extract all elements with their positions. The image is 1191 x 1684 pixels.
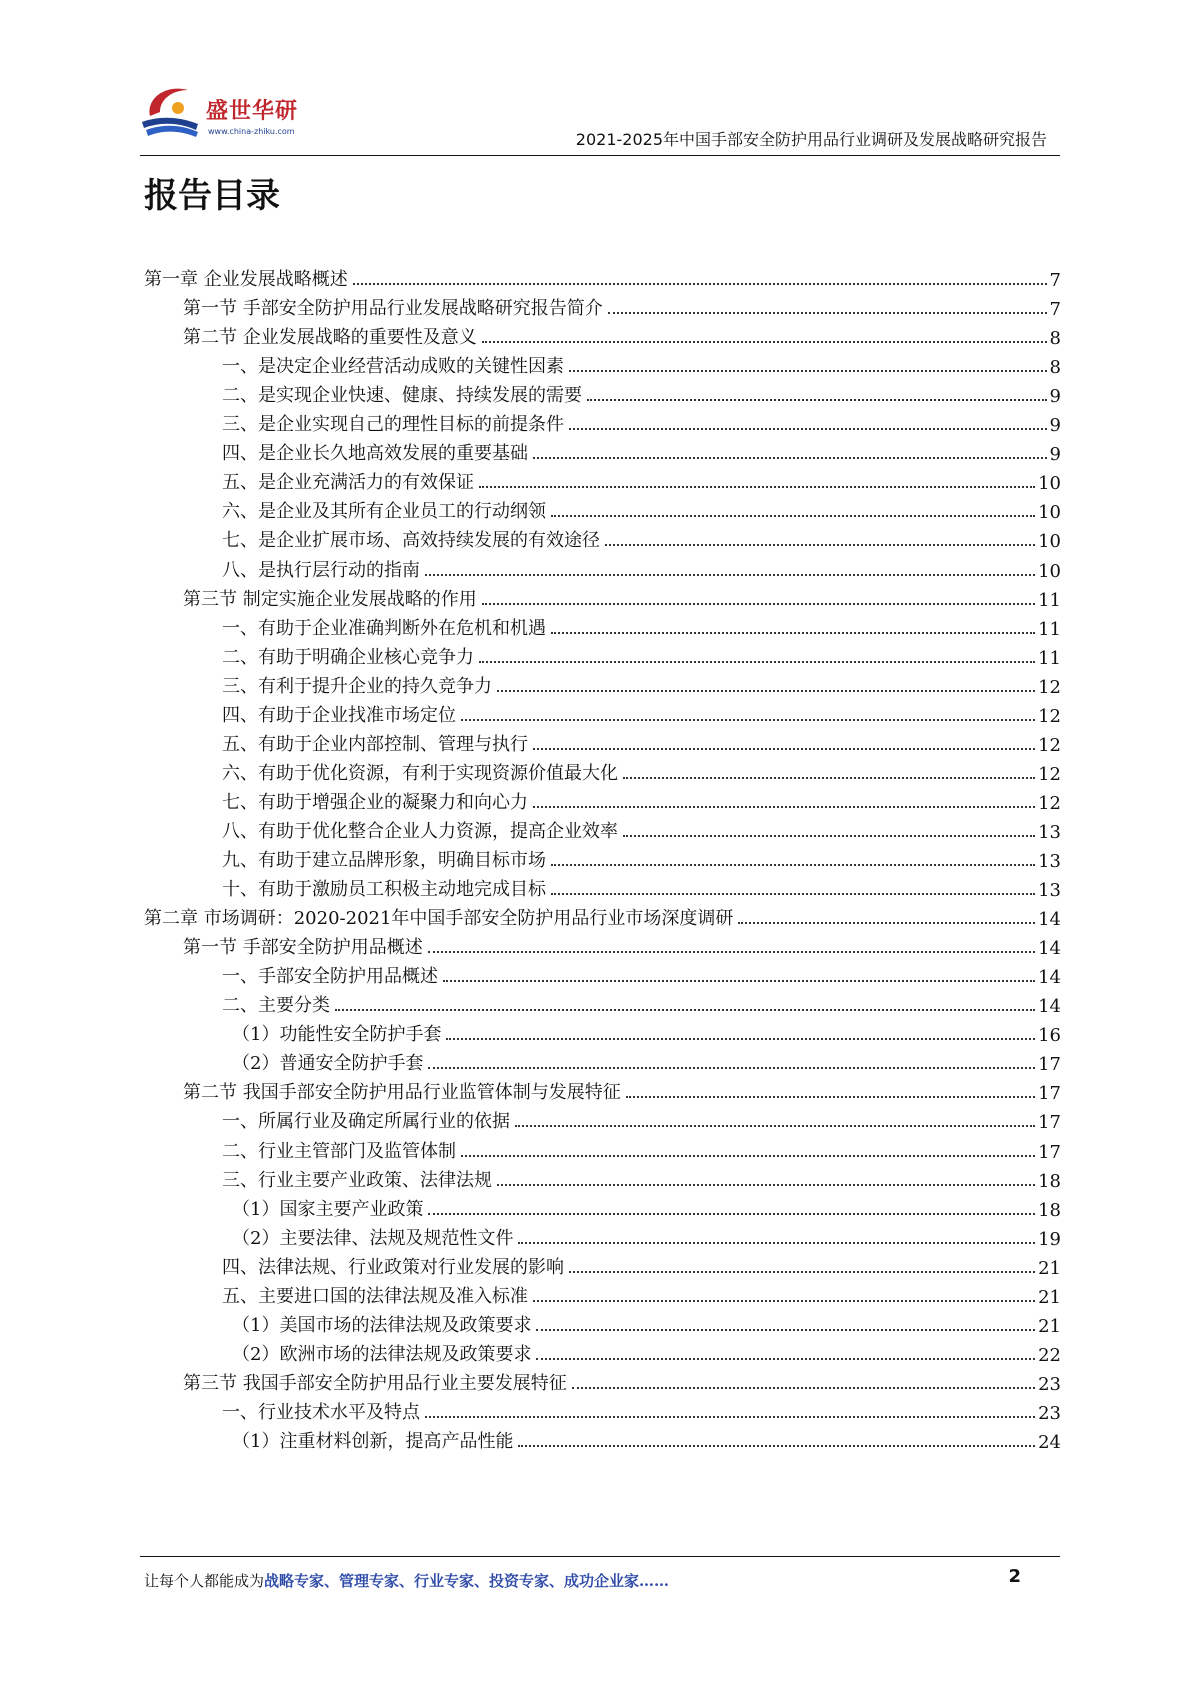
toc-entry-page: 14 xyxy=(1038,938,1061,960)
toc-leader-dots xyxy=(482,341,1047,343)
toc-leader-dots xyxy=(335,1009,1035,1011)
logo-url: www.china-zhiku.com xyxy=(208,127,295,136)
toc-entry[interactable] xyxy=(222,1248,1061,1279)
toc-entry-page: 17 xyxy=(1038,1141,1061,1163)
toc-entry[interactable] xyxy=(222,986,1061,1017)
toc-leader-dots xyxy=(623,835,1035,837)
toc-entry-label: 五、主要进口国的法律法规及准入标准 xyxy=(222,1285,528,1307)
toc-entry-page: 11 xyxy=(1038,618,1061,640)
toc-entry-label: 二、是实现企业快速、健康、持续发展的需要 xyxy=(222,385,582,407)
toc-entry-label: 第二节 我国手部安全防护用品行业监管体制与发展特征 xyxy=(183,1082,621,1104)
toc-leader-dots xyxy=(497,690,1035,692)
toc-entry[interactable] xyxy=(222,376,1061,407)
toc-entry-label: 七、是企业扩展市场、高效持续发展的有效途径 xyxy=(222,530,600,552)
toc-entry[interactable] xyxy=(222,521,1061,552)
toc-leader-dots xyxy=(587,399,1047,401)
toc-entry-label: （2）主要法律、法规及规范性文件 xyxy=(232,1227,514,1249)
toc-entry[interactable] xyxy=(232,1335,1061,1366)
toc-entry-label: 二、主要分类 xyxy=(222,995,330,1017)
toc-entry-page: 18 xyxy=(1038,1170,1061,1192)
toc-entry-label: 三、有利于提升企业的持久竞争力 xyxy=(222,675,492,697)
logo-swoosh-icon xyxy=(138,82,208,142)
toc-entry[interactable] xyxy=(222,870,1061,901)
toc-entry[interactable] xyxy=(222,725,1061,756)
toc-entry-page: 23 xyxy=(1038,1402,1061,1424)
toc-leader-dots xyxy=(738,922,1035,924)
toc-entry-label: 四、法律法规、行业政策对行业发展的影响 xyxy=(222,1256,564,1278)
toc-entry[interactable] xyxy=(232,1306,1061,1337)
toc-leader-dots xyxy=(551,515,1035,517)
toc-entry[interactable] xyxy=(222,1393,1061,1424)
toc-entry-label: 六、是企业及其所有企业员工的行动纲领 xyxy=(222,501,546,523)
toc-leader-dots xyxy=(479,661,1035,663)
toc-entry[interactable] xyxy=(222,347,1061,378)
toc-leader-dots xyxy=(536,1358,1035,1360)
toc-entry[interactable] xyxy=(232,1219,1061,1250)
footer-slogan xyxy=(144,1570,669,1591)
toc-entry[interactable] xyxy=(222,1102,1061,1133)
toc-entry-label: 一、手部安全防护用品概述 xyxy=(222,966,438,988)
toc-entry-label: 五、有助于企业内部控制、管理与执行 xyxy=(222,733,528,755)
toc-entry-label: 五、是企业充满活力的有效保证 xyxy=(222,472,474,494)
toc-entry-page: 17 xyxy=(1038,1054,1061,1076)
toc-entry[interactable] xyxy=(222,783,1061,814)
toc-entry-page: 14 xyxy=(1038,996,1061,1018)
toc-entry[interactable] xyxy=(222,1132,1061,1163)
toc-entry[interactable] xyxy=(222,812,1061,843)
footer-divider xyxy=(140,1556,1060,1557)
toc-entry-page: 11 xyxy=(1038,589,1061,611)
toc-leader-dots xyxy=(569,428,1047,430)
toc-leader-dots xyxy=(479,486,1035,488)
toc-entry-page: 13 xyxy=(1038,880,1061,902)
toc-leader-dots xyxy=(482,603,1035,605)
toc-entry-page: 14 xyxy=(1038,967,1061,989)
toc-leader-dots xyxy=(626,1096,1035,1098)
toc-entry-page: 10 xyxy=(1038,473,1061,495)
toc-leader-dots xyxy=(569,370,1047,372)
footer-slogan-prefix: 让每个人都能成为 xyxy=(144,1572,265,1590)
toc-entry-page: 14 xyxy=(1038,909,1061,931)
logo-text: 盛世华研 xyxy=(206,99,299,124)
toc-entry[interactable] xyxy=(222,667,1061,698)
toc-leader-dots xyxy=(536,1329,1035,1331)
toc-entry[interactable] xyxy=(222,957,1061,988)
toc-leader-dots xyxy=(428,1213,1035,1215)
toc-entry-page: 21 xyxy=(1038,1286,1061,1308)
toc-entry-page: 8 xyxy=(1049,328,1061,350)
toc-entry-page: 12 xyxy=(1038,792,1061,814)
toc-entry-label: 一、所属行业及确定所属行业的依据 xyxy=(222,1111,510,1133)
toc-leader-dots xyxy=(551,864,1035,866)
toc-entry-label: 一、行业技术水平及特点 xyxy=(222,1401,420,1423)
toc-leader-dots xyxy=(551,632,1035,634)
toc-entry[interactable] xyxy=(222,754,1061,785)
toc-entry-label: 四、有助于企业找准市场定位 xyxy=(222,704,456,726)
toc-entry-page: 9 xyxy=(1049,386,1061,408)
toc-entry-label: 八、有助于优化整合企业人力资源，提高企业效率 xyxy=(222,820,618,842)
toc-entry-label: 第二节 企业发展战略的重要性及意义 xyxy=(183,327,477,349)
toc-entry-page: 10 xyxy=(1038,531,1061,553)
toc-leader-dots xyxy=(428,1067,1035,1069)
toc-leader-dots xyxy=(518,1445,1035,1447)
toc-leader-dots xyxy=(497,1184,1035,1186)
toc-entry-page: 17 xyxy=(1038,1112,1061,1134)
toc-entry-label: 八、是执行层行动的指南 xyxy=(222,559,420,581)
toc-leader-dots xyxy=(533,457,1047,459)
toc-entry-label: （1）国家主要产业政策 xyxy=(232,1198,424,1220)
toc-entry-page: 17 xyxy=(1038,1083,1061,1105)
toc-entry-page: 23 xyxy=(1038,1373,1061,1395)
toc-entry[interactable] xyxy=(232,1422,1061,1453)
toc-entry-page: 9 xyxy=(1049,444,1061,466)
toc-entry-label: 第三节 我国手部安全防护用品行业主要发展特征 xyxy=(183,1372,567,1394)
toc-entry-label: （1）注重材料创新，提高产品性能 xyxy=(232,1431,514,1452)
toc-leader-dots xyxy=(353,283,1047,285)
toc-entry[interactable] xyxy=(144,899,1061,930)
toc-leader-dots xyxy=(461,719,1035,721)
toc-entry[interactable] xyxy=(183,928,1061,959)
toc-leader-dots xyxy=(425,1416,1035,1418)
toc-leader-dots xyxy=(533,748,1035,750)
toc-entry-page: 22 xyxy=(1038,1344,1061,1366)
toc-entry-label: 三、行业主要产业政策、法律法规 xyxy=(222,1169,492,1191)
toc-entry-label: 一、是决定企业经营活动成败的关键性因素 xyxy=(222,356,564,378)
toc-entry-page: 7 xyxy=(1049,270,1061,291)
toc-entry[interactable] xyxy=(183,580,1061,611)
toc-leader-dots xyxy=(428,951,1035,953)
toc-leader-dots xyxy=(515,1125,1035,1127)
toc-entry-label: 第一章 企业发展战略概述 xyxy=(144,269,348,290)
report-title: 2021-2025年中国手部安全防护用品行业调研及发展战略研究报告 xyxy=(575,130,1047,149)
toc-entry[interactable] xyxy=(183,1073,1061,1104)
toc-leader-dots xyxy=(443,980,1035,982)
toc-entry[interactable] xyxy=(222,434,1061,465)
toc-entry-page: 11 xyxy=(1038,647,1061,669)
toc-leader-dots xyxy=(572,1387,1035,1389)
toc-entry[interactable] xyxy=(232,1015,1061,1046)
toc-entry[interactable] xyxy=(222,841,1061,872)
toc-entry[interactable] xyxy=(222,551,1061,582)
toc-leader-dots xyxy=(518,1242,1035,1244)
toc-entry-page: 8 xyxy=(1049,357,1061,379)
toc-entry[interactable] xyxy=(222,696,1061,727)
toc-entry-label: 六、有助于优化资源，有利于实现资源价值最大化 xyxy=(222,762,618,784)
toc-leader-dots xyxy=(605,544,1035,546)
toc-entry-label: 第二章 市场调研：2020-2021年中国手部安全防护用品行业市场深度调研 xyxy=(144,908,734,930)
toc-entry-label: 第一节 手部安全防护用品概述 xyxy=(183,937,423,959)
toc-entry-label: 四、是企业长久地高效发展的重要基础 xyxy=(222,443,528,465)
toc-entry[interactable] xyxy=(183,289,1061,320)
toc-entry-label: 第三节 制定实施企业发展战略的作用 xyxy=(183,588,477,610)
header-divider xyxy=(140,155,1060,156)
toc-entry[interactable] xyxy=(222,1161,1061,1192)
page-title: 报告目录 xyxy=(144,176,280,216)
toc-entry-label: 九、有助于建立品牌形象，明确目标市场 xyxy=(222,850,546,871)
toc-leader-dots xyxy=(461,1155,1035,1157)
toc-entry[interactable] xyxy=(222,492,1061,523)
toc-entry-page: 7 xyxy=(1049,299,1061,321)
toc-entry-label: 二、有助于明确企业核心竞争力 xyxy=(222,646,474,668)
toc-entry[interactable] xyxy=(183,318,1061,349)
toc-entry-label: 十、有助于激励员工积极主动地完成目标 xyxy=(222,879,546,901)
toc-entry[interactable] xyxy=(183,1364,1061,1395)
toc-entry-label: （2）普通安全防护手套 xyxy=(232,1053,424,1075)
company-logo xyxy=(138,82,318,152)
toc-entry-label: 第一节 手部安全防护用品行业发展战略研究报告简介 xyxy=(183,298,603,320)
toc-entry-label: 一、有助于企业准确判断外在危机和机遇 xyxy=(222,617,546,639)
toc-entry-page: 9 xyxy=(1049,415,1061,437)
toc-entry-page: 21 xyxy=(1038,1257,1061,1279)
toc-leader-dots xyxy=(533,1300,1035,1302)
toc-entry-label: （1）美国市场的法律法规及政策要求 xyxy=(232,1314,532,1336)
toc-entry-label: （1）功能性安全防护手套 xyxy=(232,1024,442,1046)
toc-entry-label: 三、是企业实现自己的理性目标的前提条件 xyxy=(222,414,564,436)
toc-entry[interactable] xyxy=(144,260,1061,291)
toc-entry-page: 12 xyxy=(1038,676,1061,698)
toc-entry-label: 七、有助于增强企业的凝聚力和向心力 xyxy=(222,791,528,813)
toc-entry-page: 10 xyxy=(1038,560,1061,582)
toc-leader-dots xyxy=(533,806,1035,808)
toc-leader-dots xyxy=(569,1271,1035,1273)
toc-entry[interactable] xyxy=(222,463,1061,494)
toc-entry-page: 18 xyxy=(1038,1199,1061,1221)
toc-entry[interactable] xyxy=(222,638,1061,669)
toc-entry-page: 19 xyxy=(1038,1228,1061,1250)
toc-entry-page: 13 xyxy=(1038,821,1061,843)
toc-entry[interactable] xyxy=(232,1190,1061,1221)
toc-entry-page: 12 xyxy=(1038,705,1061,727)
toc-leader-dots xyxy=(425,574,1035,576)
toc-leader-dots xyxy=(446,1038,1035,1040)
toc-leader-dots xyxy=(608,312,1047,314)
page-number: 2 xyxy=(1008,1566,1021,1587)
toc-entry-page: 24 xyxy=(1038,1432,1061,1453)
toc-entry[interactable] xyxy=(222,405,1061,436)
toc-entry-page: 12 xyxy=(1038,734,1061,756)
toc-entry-label: 二、行业主管部门及监管体制 xyxy=(222,1140,456,1162)
toc-leader-dots xyxy=(623,777,1035,779)
toc-leader-dots xyxy=(551,893,1035,895)
toc-entry-page: 13 xyxy=(1038,851,1061,872)
toc-entry-page: 10 xyxy=(1038,502,1061,524)
toc-entry-page: 12 xyxy=(1038,763,1061,785)
toc-entry-page: 16 xyxy=(1038,1025,1061,1047)
footer-slogan-highlight: 战略专家、管理专家、行业专家、投资专家、成功企业家…… xyxy=(264,1572,670,1590)
toc-entry-page: 21 xyxy=(1038,1315,1061,1337)
toc-entry[interactable] xyxy=(222,609,1061,640)
toc-entry[interactable] xyxy=(222,1277,1061,1308)
toc-entry[interactable] xyxy=(232,1044,1061,1075)
toc-entry-label: （2）欧洲市场的法律法规及政策要求 xyxy=(232,1343,532,1365)
